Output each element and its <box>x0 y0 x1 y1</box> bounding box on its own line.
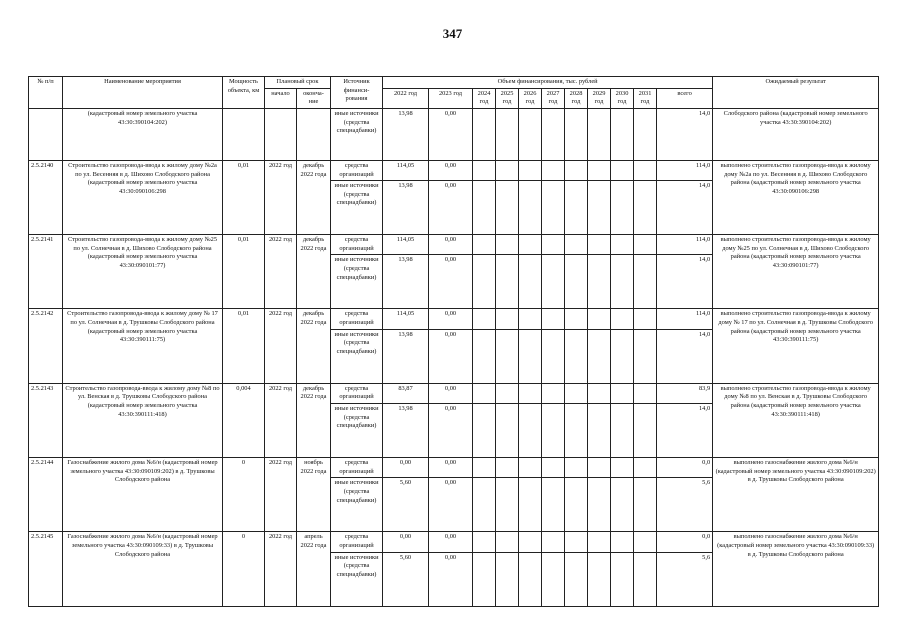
header-result: Ожидаемый результат <box>713 77 879 109</box>
item-num: 2.5.2143 <box>29 383 63 457</box>
item-start: 2022 год <box>265 309 297 383</box>
item-org-2022: 0,00 <box>383 532 429 552</box>
item-other-2022: 5,60 <box>383 478 429 532</box>
item-name: Строительство газопровода-ввода к жилому дому №2а по ул. Весенняя в д. Шихово Слободского района (кадастровый номер земельного участка 43:30:090106:298 <box>63 160 223 234</box>
item-capacity: 0,01 <box>223 309 265 383</box>
item-source-other: иные источники (средства спецнадбавки) <box>331 478 383 532</box>
item-org-2023: 0,00 <box>429 235 473 255</box>
continued-name: (кадастровый номер земельного участка 43:30:390104:202) <box>63 108 223 160</box>
header-y2023: 2023 год <box>429 88 473 108</box>
item-end: декабрь 2022 года <box>297 160 331 234</box>
header-source: Источник финанси-рования <box>331 77 383 109</box>
item-end: декабрь 2022 года <box>297 235 331 309</box>
item-result: выполнено строительство газопровода-ввода к жилому дому №2а по ул. Весенняя в д. Шихово Слободского района (кадастровый номер земельного участка 43:30:090106:298 <box>713 160 879 234</box>
item-org-2023: 0,00 <box>429 309 473 329</box>
header-y2026: 2026 год <box>519 88 542 108</box>
item-result: выполнено строительство газопровода-ввода к жилому дому №8 по ул. Венская в д. Трушковы Слободского района (кадастровый номер земельного участка 43:30:390111:418) <box>713 383 879 457</box>
continued-y2022: 13,98 <box>383 108 429 160</box>
item-result: выполнено строительство газопровода-ввода к жилому дому №25 по ул. Солнечная в д. Шихово Слободского района (кадастровый номер земельного участка 43:30:090101:77) <box>713 235 879 309</box>
item-result: выполнено газоснабжение жилого дома №6/н (кадастровый номер земельного участка 43:30:090109:202) в д. Трушковы Слободского района <box>713 458 879 532</box>
header-y2030: 2030 год <box>611 88 634 108</box>
item-other-total: 14,0 <box>657 255 713 309</box>
item-org-total: 0,0 <box>657 458 713 478</box>
table-row <box>29 309 879 329</box>
header-total: всего <box>657 88 713 108</box>
item-end: апрель 2022 года <box>297 532 331 606</box>
item-other-2022: 13,98 <box>383 181 429 235</box>
item-other-total: 14,0 <box>657 181 713 235</box>
item-end: декабрь 2022 года <box>297 383 331 457</box>
item-capacity: 0,01 <box>223 160 265 234</box>
item-org-2023: 0,00 <box>429 458 473 478</box>
item-start: 2022 год <box>265 532 297 606</box>
item-other-2023: 0,00 <box>429 552 473 606</box>
funding-table <box>28 76 879 607</box>
page-number: 347 <box>442 26 463 41</box>
item-source-other: иные источники (средства спецнадбавки) <box>331 255 383 309</box>
item-num: 2.5.2141 <box>29 235 63 309</box>
item-other-2023: 0,00 <box>429 478 473 532</box>
item-other-2023: 0,00 <box>429 404 473 458</box>
item-capacity: 0 <box>223 458 265 532</box>
header-y2029: 2029 год <box>588 88 611 108</box>
item-org-2023: 0,00 <box>429 160 473 180</box>
item-other-total: 14,0 <box>657 404 713 458</box>
item-source-other: иные источники (средства спецнадбавки) <box>331 552 383 606</box>
item-num: 2.5.2145 <box>29 532 63 606</box>
header-term: Плановый срок <box>265 77 331 89</box>
item-capacity: 0,01 <box>223 235 265 309</box>
item-source-org: средства организаций <box>331 383 383 403</box>
table-row <box>29 458 879 478</box>
item-num: 2.5.2144 <box>29 458 63 532</box>
item-org-2022: 0,00 <box>383 458 429 478</box>
header-y2028: 2028 год <box>565 88 588 108</box>
table-row <box>29 160 879 180</box>
item-org-total: 114,0 <box>657 160 713 180</box>
item-result: выполнено газоснабжение жилого дома №6/н (кадастровый номер земельного участка 43:30:090109:33) в д. Трушковы Слободского района <box>713 532 879 606</box>
item-source-org: средства организаций <box>331 458 383 478</box>
item-name: Газоснабжение жилого дома №6/н (кадастровый номер земельного участка 43:30:090109:33) в д. Трушковы Слободского района <box>63 532 223 606</box>
item-other-2022: 13,98 <box>383 329 429 383</box>
item-start: 2022 год <box>265 235 297 309</box>
item-org-2022: 114,05 <box>383 235 429 255</box>
item-source-org: средства организаций <box>331 532 383 552</box>
item-name: Газоснабжение жилого дома №6/н (кадастровый номер земельного участка 43:30:090109:202) в д. Трушковы Слободского района <box>63 458 223 532</box>
item-source-other: иные источники (средства спецнадбавки) <box>331 404 383 458</box>
table-row <box>29 383 879 403</box>
item-start: 2022 год <box>265 160 297 234</box>
item-org-2022: 114,05 <box>383 309 429 329</box>
continued-result: Слободского района (кадастровый номер земельного участка 43:30:390104:202) <box>713 108 879 160</box>
table-row <box>29 235 879 255</box>
item-other-total: 5,6 <box>657 552 713 606</box>
item-org-2022: 114,05 <box>383 160 429 180</box>
continued-total: 14,0 <box>657 108 713 160</box>
header-name: Наименование мероприятия <box>63 77 223 109</box>
item-other-total: 5,6 <box>657 478 713 532</box>
item-org-2022: 83,87 <box>383 383 429 403</box>
item-result: выполнено строительство газопровода-ввода к жилому дому № 17 по ул. Солнечная в д. Трушковы Слободского района (кадастровый номер земельного участка 43:30:390111:75) <box>713 309 879 383</box>
item-name: Строительство газопровода-ввода к жилому дому №25 по ул. Солнечная в д. Шихово Слободского района (кадастровый номер земельного участка 43:30:090101:77) <box>63 235 223 309</box>
item-num: 2.5.2142 <box>29 309 63 383</box>
item-org-2023: 0,00 <box>429 383 473 403</box>
continued-y2023: 0,00 <box>429 108 473 160</box>
item-capacity: 0 <box>223 532 265 606</box>
header-end: оконча-ние <box>297 88 331 108</box>
header-capacity: Мощность объекта, км <box>223 77 265 109</box>
header-row-1 <box>29 77 879 89</box>
header-y2022: 2022 год <box>383 88 429 108</box>
table-row-continued <box>29 108 879 160</box>
header-y2025: 2025 год <box>496 88 519 108</box>
table-row <box>29 532 879 552</box>
item-start: 2022 год <box>265 383 297 457</box>
header-num: № п/п <box>29 77 63 109</box>
item-other-total: 14,0 <box>657 329 713 383</box>
item-other-2023: 0,00 <box>429 255 473 309</box>
item-other-2023: 0,00 <box>429 181 473 235</box>
item-org-total: 83,9 <box>657 383 713 403</box>
item-org-2023: 0,00 <box>429 532 473 552</box>
item-source-other: иные источники (средства спецнадбавки) <box>331 181 383 235</box>
item-capacity: 0,004 <box>223 383 265 457</box>
item-org-total: 0,0 <box>657 532 713 552</box>
header-y2024: 2024 год <box>473 88 496 108</box>
item-start: 2022 год <box>265 458 297 532</box>
item-source-org: средства организаций <box>331 160 383 180</box>
continued-source: иные источники (средства спецнадбавки) <box>331 108 383 160</box>
item-other-2022: 13,98 <box>383 404 429 458</box>
item-source-other: иные источники (средства спецнадбавки) <box>331 329 383 383</box>
item-name: Строительство газопровода-ввода к жилому дому № 17 по ул. Солнечная в д. Трушковы Слободского района (кадастровый номер земельного участка 43:30:390111:75) <box>63 309 223 383</box>
item-source-org: средства организаций <box>331 235 383 255</box>
item-name: Строительство газопровода-ввода к жилому дому №8 по ул. Венская в д. Трушковы Слободского района (кадастровый номер земельного участка 43:30:390111:418) <box>63 383 223 457</box>
header-start: начало <box>265 88 297 108</box>
item-org-total: 114,0 <box>657 235 713 255</box>
item-org-total: 114,0 <box>657 309 713 329</box>
item-end: ноябрь 2022 года <box>297 458 331 532</box>
header-y2031: 2031 год <box>634 88 657 108</box>
header-y2027: 2027 год <box>542 88 565 108</box>
item-num: 2.5.2140 <box>29 160 63 234</box>
item-source-org: средства организаций <box>331 309 383 329</box>
item-other-2022: 13,98 <box>383 255 429 309</box>
item-end: декабрь 2022 года <box>297 309 331 383</box>
item-other-2022: 5,60 <box>383 552 429 606</box>
header-funding: Объем финансирования, тыс. рублей <box>383 77 713 89</box>
item-other-2023: 0,00 <box>429 329 473 383</box>
